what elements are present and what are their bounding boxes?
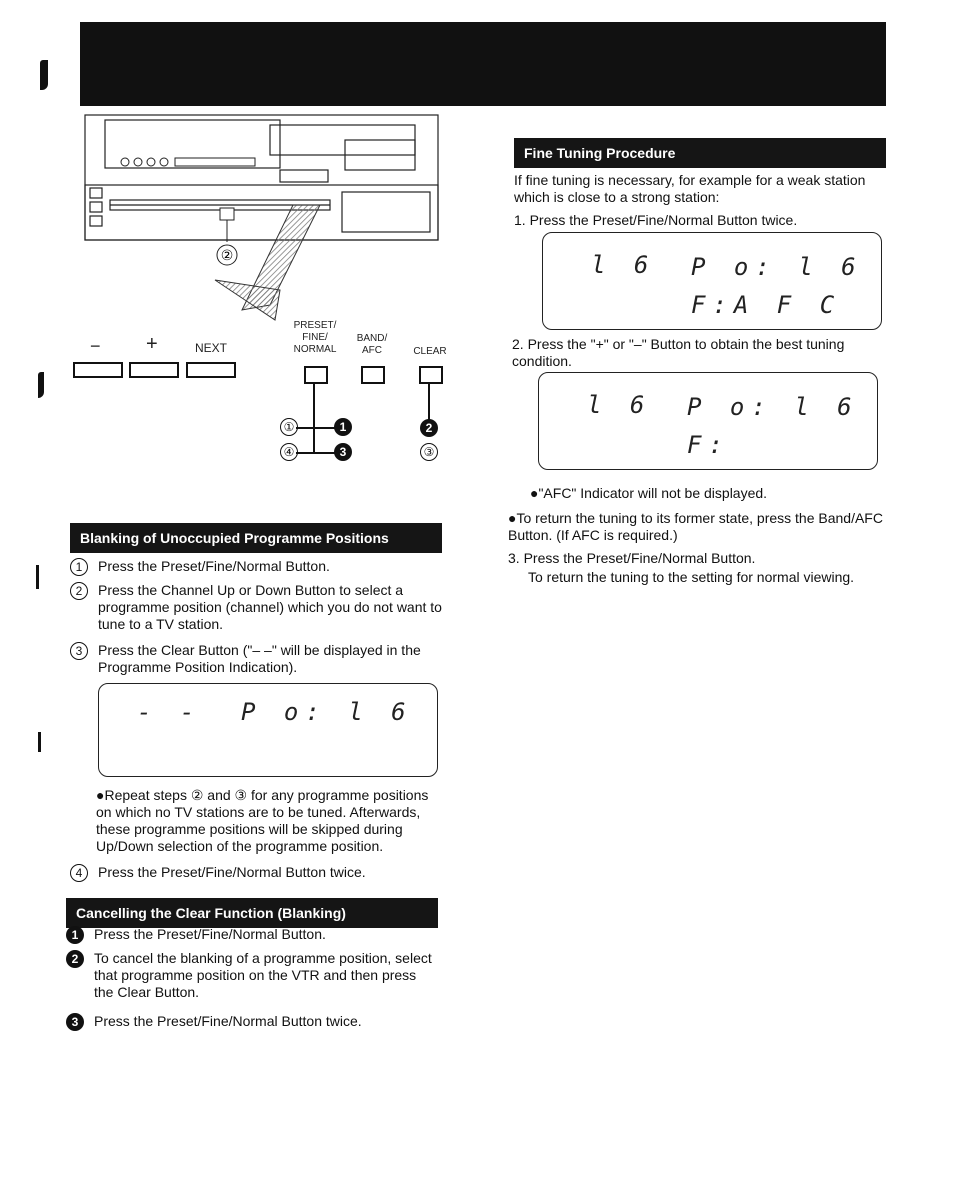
- fine-display-2: [538, 372, 878, 470]
- minus-label: −: [90, 336, 101, 356]
- blanking-step-1: 1 Press the Preset/Fine/Normal Button.: [70, 558, 442, 575]
- ref-cancel-1: 1: [334, 418, 352, 436]
- band-afc-label: BAND/ AFC: [356, 333, 388, 356]
- cancel-step-3: 3 Press the Preset/Fine/Normal Button twice.: [66, 1013, 438, 1030]
- step-number: 2: [66, 950, 84, 968]
- callout-line: [296, 452, 336, 454]
- fine-tuning-section-title: Fine Tuning Procedure: [514, 138, 886, 168]
- blanking-step-2: 2 Press the Channel Up or Down Button to select a programme position (channel) which you do not want to tune to a TV station.: [70, 582, 442, 633]
- preset-label: PRESET/ FINE/ NORMAL: [293, 320, 337, 355]
- blanking-step-4: 4 Press the Preset/Fine/Normal Button twice.: [70, 864, 442, 881]
- clear-label: CLEAR: [413, 346, 447, 357]
- band-afc-button[interactable]: [361, 366, 385, 384]
- fine-step-1: 1. Press the Preset/Fine/Normal Button twice.: [514, 212, 798, 228]
- step-number: 1: [66, 926, 84, 944]
- binding-mark: [36, 565, 39, 589]
- fine-tuning-intro: If fine tuning is necessary, for example for a weak station which is close to a strong station:: [514, 172, 866, 205]
- fine-step-3-detail: To return the tuning to the setting for normal viewing.: [528, 569, 855, 585]
- ref-step-4: ④: [280, 443, 298, 461]
- display-position: P o: l 6: [241, 698, 413, 726]
- cancel-step-2: 2 To cancel the blanking of a programme position, select that programme position on the VTR and then press the Clear Button.: [66, 950, 438, 1001]
- binding-mark: [38, 732, 41, 752]
- fine-display-1: [542, 232, 882, 330]
- step-number: 2: [70, 582, 88, 600]
- next-label: NEXT: [195, 341, 228, 355]
- next-button[interactable]: [186, 362, 236, 378]
- return-note: ●To return the tuning to its former state, press the Band/AFC Button. (If AFC is required.): [508, 510, 883, 543]
- callout-line: [428, 382, 430, 422]
- display-afc: F:A F C: [691, 291, 842, 319]
- ref-step-3: ③: [420, 443, 438, 461]
- callout-number: ②: [220, 248, 234, 264]
- callout-line: [296, 427, 336, 429]
- clear-button[interactable]: [419, 366, 443, 384]
- step-number: 3: [70, 642, 88, 660]
- display-channel: l 6: [587, 391, 652, 419]
- blanking-section-title: Blanking of Unoccupied Programme Positions: [70, 523, 442, 553]
- plus-button[interactable]: [129, 362, 179, 378]
- callout-line: [313, 382, 315, 452]
- ref-cancel-3: 3: [334, 443, 352, 461]
- minus-button[interactable]: [73, 362, 123, 378]
- fine-step-2: 2. Press the "+" or "–" Button to obtain the best tuning condition.: [512, 336, 845, 369]
- display-channel: l 6: [591, 251, 656, 279]
- binding-mark: [40, 60, 48, 90]
- display-fine: F:: [687, 431, 730, 459]
- display-position: P o: l 6: [687, 393, 859, 421]
- step-number: 3: [66, 1013, 84, 1031]
- header-banner: [80, 22, 886, 106]
- display-channel: - -: [137, 698, 202, 726]
- blanking-step-3: 3 Press the Clear Button ("– –" will be displayed in the Programme Position Indication).: [70, 642, 442, 676]
- plus-label: +: [146, 333, 158, 355]
- display-position: P o: l 6: [691, 253, 863, 281]
- binding-mark: [38, 372, 44, 398]
- ref-cancel-2: 2: [420, 419, 438, 437]
- blanking-display: [98, 683, 438, 777]
- cancel-section-title: Cancelling the Clear Function (Blanking): [66, 898, 438, 928]
- step-number: 4: [70, 864, 88, 882]
- vcr-illustration: [80, 110, 450, 340]
- afc-note: ●"AFC" Indicator will not be displayed.: [530, 485, 768, 501]
- step-number: 1: [70, 558, 88, 576]
- preset-fine-normal-button[interactable]: [304, 366, 328, 384]
- ref-step-1: ①: [280, 418, 298, 436]
- blanking-note: ●Repeat steps ② and ③ for any programme positions on which no TV stations are to be tuned. Afterwards, these programme positions will be skipped during Up/Down selection of the programme position.: [96, 787, 429, 854]
- fine-step-3: 3. Press the Preset/Fine/Normal Button.: [508, 550, 756, 566]
- cancel-step-1: 1 Press the Preset/Fine/Normal Button.: [66, 926, 438, 943]
